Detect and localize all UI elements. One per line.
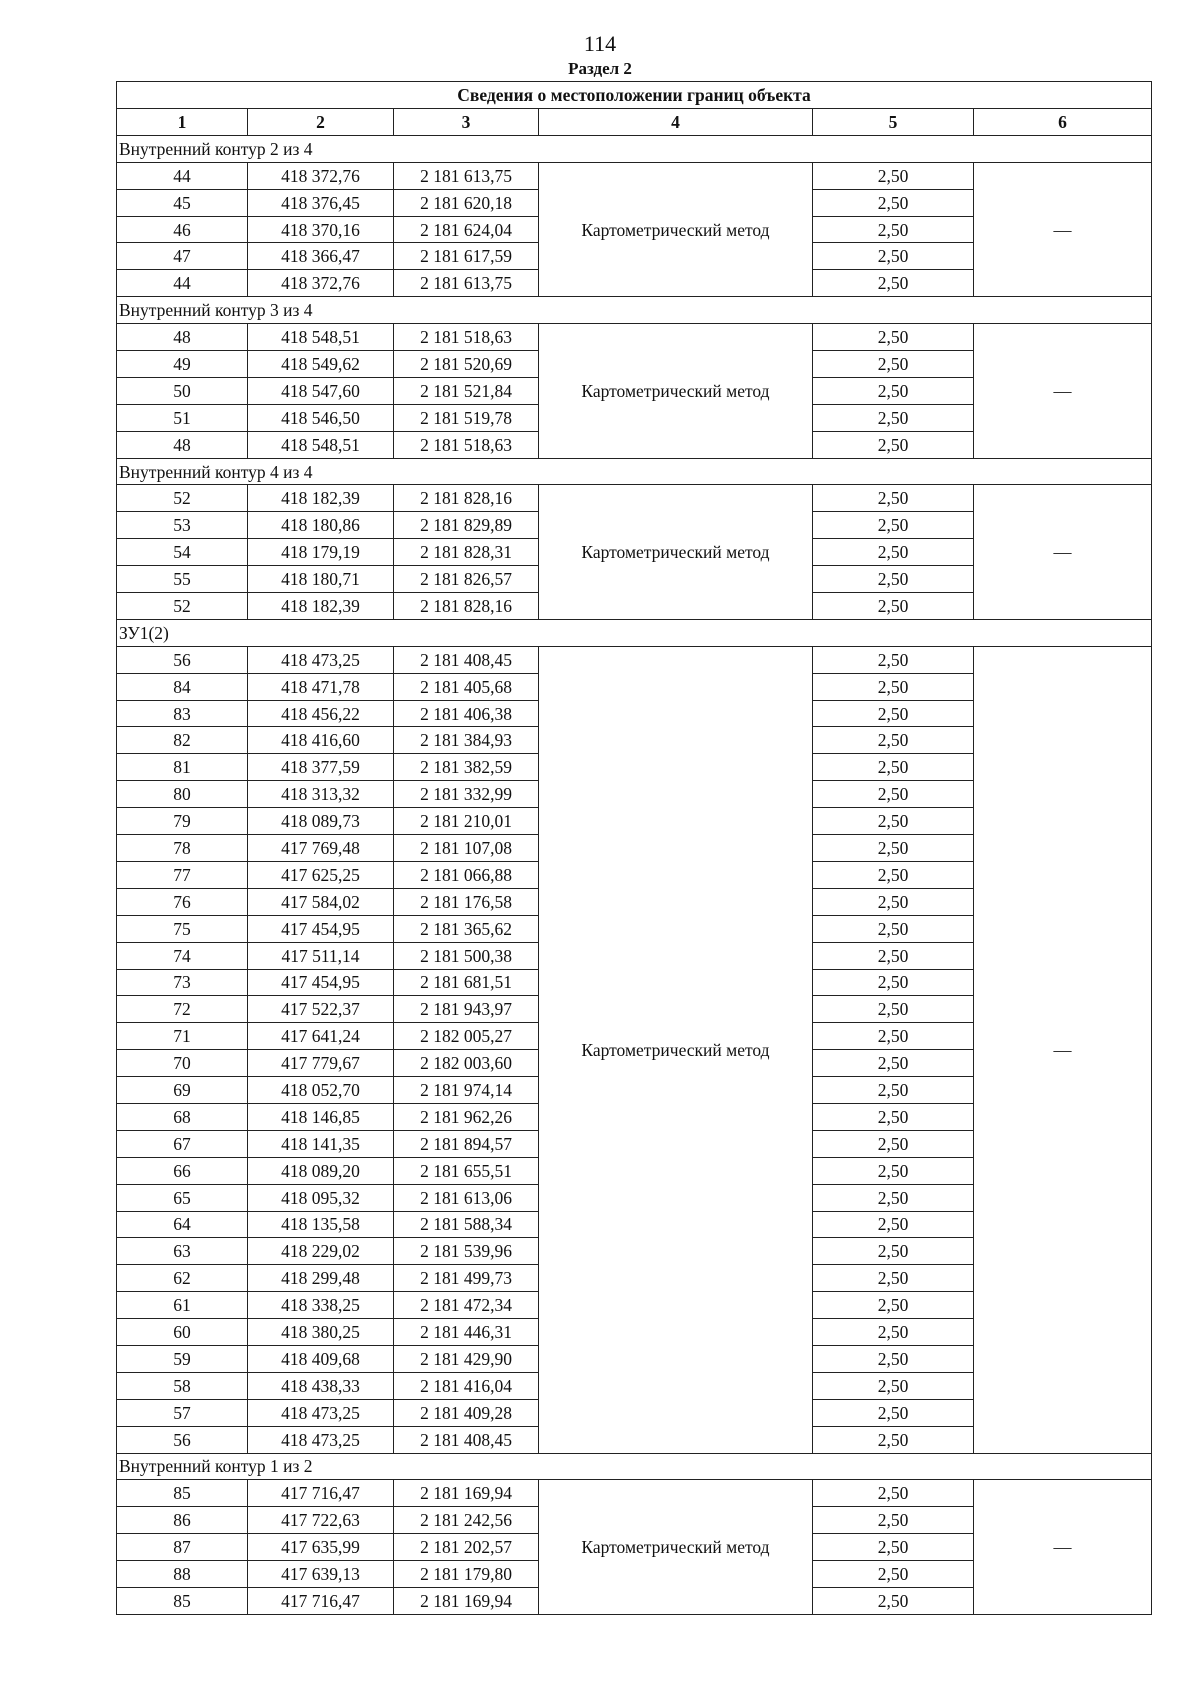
coordinate-x: 417 522,37 bbox=[248, 996, 394, 1023]
coordinate-y: 2 181 539,96 bbox=[394, 1238, 539, 1265]
precision-value: 2,50 bbox=[813, 593, 974, 620]
point-number: 71 bbox=[117, 1023, 248, 1050]
coordinate-y: 2 181 588,34 bbox=[394, 1211, 539, 1238]
coordinate-x: 418 546,50 bbox=[248, 404, 394, 431]
point-number: 72 bbox=[117, 996, 248, 1023]
precision-value: 2,50 bbox=[813, 942, 974, 969]
coordinate-y: 2 181 242,56 bbox=[394, 1507, 539, 1534]
coordinate-y: 2 181 828,16 bbox=[394, 485, 539, 512]
precision-value: 2,50 bbox=[813, 1023, 974, 1050]
point-number: 79 bbox=[117, 808, 248, 835]
precision-value: 2,50 bbox=[813, 162, 974, 189]
contour-header-row bbox=[117, 297, 1152, 324]
coordinate-y: 2 181 409,28 bbox=[394, 1399, 539, 1426]
precision-value: 2,50 bbox=[813, 835, 974, 862]
point-number: 48 bbox=[117, 324, 248, 351]
method-cell: Картометрический метод bbox=[539, 485, 813, 619]
coordinate-y: 2 181 828,16 bbox=[394, 593, 539, 620]
coordinate-x: 418 089,20 bbox=[248, 1157, 394, 1184]
point-number: 74 bbox=[117, 942, 248, 969]
point-number: 63 bbox=[117, 1238, 248, 1265]
note-cell: — bbox=[974, 324, 1152, 458]
precision-value: 2,50 bbox=[813, 243, 974, 270]
coordinate-x: 417 511,14 bbox=[248, 942, 394, 969]
point-number: 47 bbox=[117, 243, 248, 270]
precision-value: 2,50 bbox=[813, 1345, 974, 1372]
coordinate-y: 2 181 974,14 bbox=[394, 1077, 539, 1104]
coordinate-y: 2 181 107,08 bbox=[394, 835, 539, 862]
section-title: Раздел 2 bbox=[568, 59, 632, 78]
coordinate-x: 418 180,86 bbox=[248, 512, 394, 539]
contour-label: Внутренний контур 1 из 2 bbox=[117, 1453, 1152, 1480]
precision-value: 2,50 bbox=[813, 1507, 974, 1534]
table-row bbox=[117, 646, 1152, 673]
precision-value: 2,50 bbox=[813, 861, 974, 888]
precision-value: 2,50 bbox=[813, 969, 974, 996]
coordinate-y: 2 181 446,31 bbox=[394, 1319, 539, 1346]
coordinate-x: 418 135,58 bbox=[248, 1211, 394, 1238]
contour-label: Внутренний контур 4 из 4 bbox=[117, 458, 1152, 485]
coordinate-y: 2 181 620,18 bbox=[394, 189, 539, 216]
coordinate-x: 418 229,02 bbox=[248, 1238, 394, 1265]
precision-value: 2,50 bbox=[813, 270, 974, 297]
coordinate-x: 418 438,33 bbox=[248, 1372, 394, 1399]
coordinate-x: 418 456,22 bbox=[248, 700, 394, 727]
precision-value: 2,50 bbox=[813, 781, 974, 808]
coordinate-y: 2 181 828,31 bbox=[394, 539, 539, 566]
contour-label: Внутренний контур 3 из 4 bbox=[117, 297, 1152, 324]
coordinate-x: 417 716,47 bbox=[248, 1587, 394, 1614]
point-number: 52 bbox=[117, 593, 248, 620]
point-number: 61 bbox=[117, 1292, 248, 1319]
coordinate-y: 2 181 472,34 bbox=[394, 1292, 539, 1319]
precision-value: 2,50 bbox=[813, 673, 974, 700]
coordinate-y: 2 181 894,57 bbox=[394, 1130, 539, 1157]
coordinate-y: 2 181 613,06 bbox=[394, 1184, 539, 1211]
point-number: 45 bbox=[117, 189, 248, 216]
precision-value: 2,50 bbox=[813, 189, 974, 216]
coordinate-y: 2 181 518,63 bbox=[394, 324, 539, 351]
point-number: 77 bbox=[117, 861, 248, 888]
coordinate-y: 2 181 519,78 bbox=[394, 404, 539, 431]
note-cell: — bbox=[974, 485, 1152, 619]
contour-header-row bbox=[117, 458, 1152, 485]
coordinate-x: 418 547,60 bbox=[248, 377, 394, 404]
coordinate-x: 418 052,70 bbox=[248, 1077, 394, 1104]
coordinate-y: 2 181 176,58 bbox=[394, 888, 539, 915]
coordinate-y: 2 181 365,62 bbox=[394, 915, 539, 942]
point-number: 81 bbox=[117, 754, 248, 781]
precision-value: 2,50 bbox=[813, 754, 974, 781]
point-number: 68 bbox=[117, 1103, 248, 1130]
coordinate-x: 417 454,95 bbox=[248, 915, 394, 942]
coordinate-y: 2 181 613,75 bbox=[394, 162, 539, 189]
coordinate-x: 418 146,85 bbox=[248, 1103, 394, 1130]
column-header-5: 5 bbox=[813, 109, 974, 136]
boundary-table-body bbox=[117, 82, 1152, 1615]
precision-value: 2,50 bbox=[813, 1050, 974, 1077]
point-number: 85 bbox=[117, 1587, 248, 1614]
coordinate-y: 2 181 617,59 bbox=[394, 243, 539, 270]
method-cell: Картометрический метод bbox=[539, 646, 813, 1453]
precision-value: 2,50 bbox=[813, 1480, 974, 1507]
coordinate-y: 2 181 169,94 bbox=[394, 1587, 539, 1614]
precision-value: 2,50 bbox=[813, 216, 974, 243]
column-header-row bbox=[117, 109, 1152, 136]
precision-value: 2,50 bbox=[813, 566, 974, 593]
coordinate-x: 418 366,47 bbox=[248, 243, 394, 270]
coordinate-y: 2 181 429,90 bbox=[394, 1345, 539, 1372]
coordinate-y: 2 181 520,69 bbox=[394, 351, 539, 378]
point-number: 57 bbox=[117, 1399, 248, 1426]
coordinate-x: 417 454,95 bbox=[248, 969, 394, 996]
coordinate-x: 418 416,60 bbox=[248, 727, 394, 754]
coordinate-x: 417 635,99 bbox=[248, 1534, 394, 1561]
precision-value: 2,50 bbox=[813, 1292, 974, 1319]
coordinate-x: 418 089,73 bbox=[248, 808, 394, 835]
coordinate-y: 2 181 829,89 bbox=[394, 512, 539, 539]
point-number: 58 bbox=[117, 1372, 248, 1399]
coordinate-y: 2 182 003,60 bbox=[394, 1050, 539, 1077]
precision-value: 2,50 bbox=[813, 915, 974, 942]
coordinate-x: 417 625,25 bbox=[248, 861, 394, 888]
coordinate-x: 418 299,48 bbox=[248, 1265, 394, 1292]
coordinate-y: 2 181 408,45 bbox=[394, 1426, 539, 1453]
coordinate-y: 2 181 500,38 bbox=[394, 942, 539, 969]
point-number: 84 bbox=[117, 673, 248, 700]
point-number: 46 bbox=[117, 216, 248, 243]
precision-value: 2,50 bbox=[813, 324, 974, 351]
note-cell: — bbox=[974, 162, 1152, 296]
coordinate-x: 417 779,67 bbox=[248, 1050, 394, 1077]
coordinate-x: 417 641,24 bbox=[248, 1023, 394, 1050]
coordinate-x: 418 180,71 bbox=[248, 566, 394, 593]
coordinate-x: 418 338,25 bbox=[248, 1292, 394, 1319]
coordinate-y: 2 181 169,94 bbox=[394, 1480, 539, 1507]
point-number: 69 bbox=[117, 1077, 248, 1104]
point-number: 75 bbox=[117, 915, 248, 942]
point-number: 78 bbox=[117, 835, 248, 862]
coordinate-y: 2 181 382,59 bbox=[394, 754, 539, 781]
point-number: 87 bbox=[117, 1534, 248, 1561]
coordinate-x: 418 182,39 bbox=[248, 593, 394, 620]
precision-value: 2,50 bbox=[813, 727, 974, 754]
table-title-row bbox=[117, 82, 1152, 109]
point-number: 49 bbox=[117, 351, 248, 378]
point-number: 56 bbox=[117, 646, 248, 673]
coordinate-y: 2 181 613,75 bbox=[394, 270, 539, 297]
precision-value: 2,50 bbox=[813, 1103, 974, 1130]
contour-header-row bbox=[117, 619, 1152, 646]
point-number: 86 bbox=[117, 1507, 248, 1534]
coordinate-y: 2 181 655,51 bbox=[394, 1157, 539, 1184]
method-cell: Картометрический метод bbox=[539, 1480, 813, 1614]
coordinate-x: 418 409,68 bbox=[248, 1345, 394, 1372]
coordinate-y: 2 181 624,04 bbox=[394, 216, 539, 243]
point-number: 44 bbox=[117, 162, 248, 189]
coordinate-x: 418 473,25 bbox=[248, 1426, 394, 1453]
column-header-4: 4 bbox=[539, 109, 813, 136]
precision-value: 2,50 bbox=[813, 485, 974, 512]
point-number: 52 bbox=[117, 485, 248, 512]
coordinate-y: 2 181 518,63 bbox=[394, 431, 539, 458]
coordinate-x: 417 716,47 bbox=[248, 1480, 394, 1507]
precision-value: 2,50 bbox=[813, 1157, 974, 1184]
precision-value: 2,50 bbox=[813, 377, 974, 404]
point-number: 64 bbox=[117, 1211, 248, 1238]
coordinate-x: 418 471,78 bbox=[248, 673, 394, 700]
precision-value: 2,50 bbox=[813, 646, 974, 673]
point-number: 62 bbox=[117, 1265, 248, 1292]
coordinate-y: 2 181 202,57 bbox=[394, 1534, 539, 1561]
contour-header-row bbox=[117, 135, 1152, 162]
point-number: 67 bbox=[117, 1130, 248, 1157]
contour-label: Внутренний контур 2 из 4 bbox=[117, 135, 1152, 162]
coordinate-x: 417 722,63 bbox=[248, 1507, 394, 1534]
column-header-1: 1 bbox=[117, 109, 248, 136]
table-row bbox=[117, 162, 1152, 189]
coordinate-x: 418 548,51 bbox=[248, 324, 394, 351]
point-number: 83 bbox=[117, 700, 248, 727]
coordinate-y: 2 181 210,01 bbox=[394, 808, 539, 835]
precision-value: 2,50 bbox=[813, 1238, 974, 1265]
point-number: 44 bbox=[117, 270, 248, 297]
coordinate-y: 2 181 521,84 bbox=[394, 377, 539, 404]
coordinate-y: 2 181 826,57 bbox=[394, 566, 539, 593]
precision-value: 2,50 bbox=[813, 512, 974, 539]
precision-value: 2,50 bbox=[813, 1561, 974, 1588]
coordinate-x: 418 182,39 bbox=[248, 485, 394, 512]
precision-value: 2,50 bbox=[813, 888, 974, 915]
coordinate-x: 418 548,51 bbox=[248, 431, 394, 458]
coordinate-y: 2 181 681,51 bbox=[394, 969, 539, 996]
note-cell: — bbox=[974, 1480, 1152, 1614]
precision-value: 2,50 bbox=[813, 996, 974, 1023]
coordinate-y: 2 181 962,26 bbox=[394, 1103, 539, 1130]
precision-value: 2,50 bbox=[813, 1534, 974, 1561]
coordinate-x: 418 372,76 bbox=[248, 162, 394, 189]
coordinate-x: 418 376,45 bbox=[248, 189, 394, 216]
coordinate-x: 417 639,13 bbox=[248, 1561, 394, 1588]
point-number: 65 bbox=[117, 1184, 248, 1211]
table-title: Сведения о местоположении границ объекта bbox=[117, 82, 1152, 109]
method-cell: Картометрический метод bbox=[539, 324, 813, 458]
column-header-6: 6 bbox=[974, 109, 1152, 136]
point-number: 85 bbox=[117, 1480, 248, 1507]
coordinate-x: 418 377,59 bbox=[248, 754, 394, 781]
coordinate-x: 418 141,35 bbox=[248, 1130, 394, 1157]
boundary-table bbox=[116, 81, 1152, 1615]
coordinate-y: 2 181 179,80 bbox=[394, 1561, 539, 1588]
precision-value: 2,50 bbox=[813, 404, 974, 431]
precision-value: 2,50 bbox=[813, 1319, 974, 1346]
coordinate-x: 418 313,32 bbox=[248, 781, 394, 808]
precision-value: 2,50 bbox=[813, 1130, 974, 1157]
point-number: 53 bbox=[117, 512, 248, 539]
point-number: 82 bbox=[117, 727, 248, 754]
precision-value: 2,50 bbox=[813, 1077, 974, 1104]
coordinate-x: 418 473,25 bbox=[248, 646, 394, 673]
table-row bbox=[117, 324, 1152, 351]
method-cell: Картометрический метод bbox=[539, 162, 813, 296]
contour-label: ЗУ1(2) bbox=[117, 619, 1152, 646]
contour-header-row bbox=[117, 1453, 1152, 1480]
point-number: 60 bbox=[117, 1319, 248, 1346]
coordinate-x: 418 179,19 bbox=[248, 539, 394, 566]
point-number: 73 bbox=[117, 969, 248, 996]
precision-value: 2,50 bbox=[813, 351, 974, 378]
column-header-2: 2 bbox=[248, 109, 394, 136]
coordinate-x: 418 370,16 bbox=[248, 216, 394, 243]
precision-value: 2,50 bbox=[813, 1211, 974, 1238]
coordinate-y: 2 181 406,38 bbox=[394, 700, 539, 727]
coordinate-x: 418 372,76 bbox=[248, 270, 394, 297]
point-number: 80 bbox=[117, 781, 248, 808]
coordinate-y: 2 181 405,68 bbox=[394, 673, 539, 700]
coordinate-y: 2 181 384,93 bbox=[394, 727, 539, 754]
precision-value: 2,50 bbox=[813, 431, 974, 458]
precision-value: 2,50 bbox=[813, 700, 974, 727]
note-cell: — bbox=[974, 646, 1152, 1453]
point-number: 51 bbox=[117, 404, 248, 431]
table-row bbox=[117, 1480, 1152, 1507]
point-number: 56 bbox=[117, 1426, 248, 1453]
coordinate-y: 2 181 066,88 bbox=[394, 861, 539, 888]
page-number: 114 bbox=[583, 31, 617, 56]
coordinate-y: 2 181 943,97 bbox=[394, 996, 539, 1023]
point-number: 66 bbox=[117, 1157, 248, 1184]
coordinate-y: 2 181 332,99 bbox=[394, 781, 539, 808]
coordinate-x: 418 095,32 bbox=[248, 1184, 394, 1211]
point-number: 48 bbox=[117, 431, 248, 458]
coordinate-x: 417 584,02 bbox=[248, 888, 394, 915]
point-number: 88 bbox=[117, 1561, 248, 1588]
precision-value: 2,50 bbox=[813, 1265, 974, 1292]
coordinate-y: 2 181 499,73 bbox=[394, 1265, 539, 1292]
coordinate-x: 417 769,48 bbox=[248, 835, 394, 862]
coordinate-x: 418 380,25 bbox=[248, 1319, 394, 1346]
coordinate-y: 2 181 416,04 bbox=[394, 1372, 539, 1399]
coordinate-y: 2 181 408,45 bbox=[394, 646, 539, 673]
table-row bbox=[117, 485, 1152, 512]
precision-value: 2,50 bbox=[813, 539, 974, 566]
point-number: 54 bbox=[117, 539, 248, 566]
precision-value: 2,50 bbox=[813, 1399, 974, 1426]
point-number: 50 bbox=[117, 377, 248, 404]
precision-value: 2,50 bbox=[813, 1372, 974, 1399]
point-number: 55 bbox=[117, 566, 248, 593]
point-number: 76 bbox=[117, 888, 248, 915]
precision-value: 2,50 bbox=[813, 1184, 974, 1211]
coordinate-x: 418 473,25 bbox=[248, 1399, 394, 1426]
point-number: 59 bbox=[117, 1345, 248, 1372]
column-header-3: 3 bbox=[394, 109, 539, 136]
precision-value: 2,50 bbox=[813, 1587, 974, 1614]
precision-value: 2,50 bbox=[813, 1426, 974, 1453]
point-number: 70 bbox=[117, 1050, 248, 1077]
precision-value: 2,50 bbox=[813, 808, 974, 835]
coordinate-y: 2 182 005,27 bbox=[394, 1023, 539, 1050]
coordinate-x: 418 549,62 bbox=[248, 351, 394, 378]
